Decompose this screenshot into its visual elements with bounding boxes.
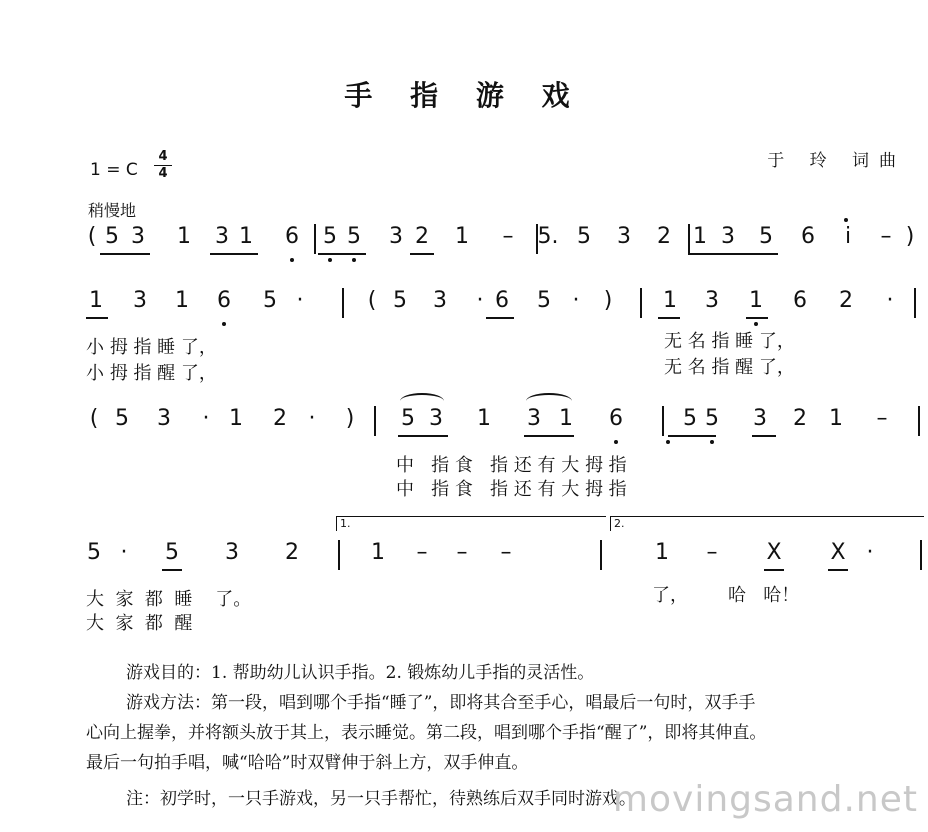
score-line-2 bbox=[86, 286, 924, 326]
bar-line bbox=[342, 288, 344, 318]
note-line1-16: 5 bbox=[577, 224, 591, 249]
note-line2-18: 1 bbox=[749, 288, 763, 313]
note-line2-11: 6 bbox=[495, 288, 509, 313]
note-line4-8: – bbox=[456, 540, 468, 565]
underline-beam bbox=[210, 253, 258, 255]
note-line3-14: 6 bbox=[609, 406, 623, 431]
note-line2-3: 6 bbox=[217, 288, 231, 313]
bar-line bbox=[918, 406, 920, 436]
note-line2-2: 1 bbox=[175, 288, 189, 313]
note-line2-8: 5 bbox=[393, 288, 407, 313]
note-line4-2: 5 bbox=[165, 540, 179, 565]
octave-dot bbox=[222, 322, 226, 326]
composer-credit: 于 玲 词曲 bbox=[767, 151, 906, 171]
underline-beam bbox=[486, 317, 514, 319]
note-line3-18: 3 bbox=[753, 406, 767, 431]
note-line1-20: 1 bbox=[693, 224, 707, 249]
note-line1-13: – bbox=[502, 224, 514, 249]
note-line4-6: 1 bbox=[371, 540, 385, 565]
note-line1-18: 2 bbox=[657, 224, 671, 249]
tempo-marking: 稍慢地 bbox=[88, 201, 137, 220]
note-line3-11: 1 bbox=[477, 406, 491, 431]
note-line2-19: 6 bbox=[793, 288, 807, 313]
note-line3-1: 5 bbox=[115, 406, 129, 431]
bar-line bbox=[662, 406, 664, 436]
underline-beam bbox=[318, 253, 366, 255]
game-goal: 游戏目的：1. 帮助幼儿认识手指。2. 锻炼幼儿手指的灵活性。 bbox=[126, 663, 595, 683]
underline-beam bbox=[524, 435, 574, 437]
note-line4-1: · bbox=[120, 540, 128, 565]
note-line1-1: 5 bbox=[105, 224, 119, 249]
lyric-line4-v1-right: 了， 哈 哈！ bbox=[652, 585, 800, 606]
volta-1: 1. bbox=[336, 516, 606, 531]
meter-top: 4 bbox=[158, 149, 168, 164]
underline-beam bbox=[746, 317, 768, 319]
key-signature: 1 = C bbox=[90, 160, 138, 180]
time-signature bbox=[154, 150, 172, 181]
note-line1-26: ) bbox=[905, 224, 915, 249]
bar-line bbox=[914, 288, 916, 318]
note-line4-11: 1 bbox=[655, 540, 669, 565]
lyric-line2-v1-right: 无 名 指 睡 了， bbox=[664, 331, 795, 352]
lyric-line3-v2: 中 指 食 指 还 有 大 拇 指 bbox=[396, 479, 627, 500]
bar-line bbox=[338, 540, 340, 570]
underline-beam bbox=[668, 435, 716, 437]
note-line4-13: X bbox=[766, 540, 782, 565]
note-line3-9: 5 bbox=[401, 406, 415, 431]
score-line-1 bbox=[86, 222, 924, 262]
octave-dot bbox=[290, 258, 294, 262]
octave-dot bbox=[710, 440, 714, 444]
score-line-4 bbox=[86, 538, 924, 578]
note-line3-10: 3 bbox=[429, 406, 443, 431]
underline-beam bbox=[828, 569, 848, 571]
note-line1-4: 3 bbox=[215, 224, 229, 249]
score-line-3 bbox=[86, 404, 924, 444]
lyric-line2-v2-right: 无 名 指 醒 了， bbox=[664, 357, 795, 378]
note-line2-20: 2 bbox=[839, 288, 853, 313]
note-line4-12: – bbox=[706, 540, 718, 565]
note-line3-4: 1 bbox=[229, 406, 243, 431]
game-note: 注：初学时，一只手游戏，另一只手帮忙，待熟练后双手同时游戏。 bbox=[126, 789, 636, 809]
note-line1-11: 2 bbox=[415, 224, 429, 249]
underline-beam bbox=[162, 569, 182, 571]
note-line1-23: 6 bbox=[801, 224, 815, 249]
song-title: 手 指 游 戏 bbox=[344, 79, 584, 112]
note-line2-17: 3 bbox=[705, 288, 719, 313]
note-line3-2: 3 bbox=[157, 406, 171, 431]
bar-line bbox=[314, 224, 316, 254]
note-line3-12: 3 bbox=[527, 406, 541, 431]
note-line1-5: 1 bbox=[239, 224, 253, 249]
underline-beam bbox=[410, 253, 434, 255]
underline-beam bbox=[86, 317, 108, 319]
note-line1-10: 3 bbox=[389, 224, 403, 249]
note-line3-6: · bbox=[308, 406, 316, 431]
note-line4-14: X bbox=[830, 540, 846, 565]
note-line4-15: · bbox=[866, 540, 874, 565]
lyric-line3-v1: 中 指 食 指 还 有 大 拇 指 bbox=[396, 455, 627, 476]
note-line1-9: 5 bbox=[347, 224, 361, 249]
octave-dot bbox=[844, 218, 848, 222]
note-line2-21: · bbox=[886, 288, 894, 313]
underline-beam bbox=[752, 435, 776, 437]
octave-dot bbox=[754, 322, 758, 326]
note-line1-8: 5 bbox=[323, 224, 337, 249]
volta-2: 2. bbox=[610, 516, 924, 531]
note-line3-0: ( bbox=[89, 406, 99, 431]
note-line3-21: – bbox=[876, 406, 888, 431]
note-line3-13: 1 bbox=[559, 406, 573, 431]
note-line2-13: · bbox=[572, 288, 580, 313]
underline-beam bbox=[764, 569, 784, 571]
octave-dot bbox=[614, 440, 618, 444]
note-line4-7: – bbox=[416, 540, 428, 565]
bar-line bbox=[600, 540, 602, 570]
note-line1-24: i bbox=[844, 224, 852, 249]
note-line1-0: ( bbox=[87, 224, 97, 249]
note-line2-9: 3 bbox=[433, 288, 447, 313]
note-line3-19: 2 bbox=[793, 406, 807, 431]
octave-dot bbox=[352, 258, 356, 262]
watermark: movingsand.net bbox=[612, 779, 918, 820]
note-line4-4: 2 bbox=[285, 540, 299, 565]
note-line2-12: 5 bbox=[537, 288, 551, 313]
note-line2-16: 1 bbox=[663, 288, 677, 313]
note-line1-6: 6 bbox=[285, 224, 299, 249]
note-line3-17: 5 bbox=[705, 406, 719, 431]
note-line2-10: · bbox=[476, 288, 484, 313]
note-line1-15: 5. bbox=[537, 224, 559, 249]
note-line4-3: 3 bbox=[225, 540, 239, 565]
underline-beam bbox=[688, 253, 778, 255]
meter-bottom: 4 bbox=[158, 166, 168, 181]
underline-beam bbox=[100, 253, 150, 255]
note-line2-0: 1 bbox=[89, 288, 103, 313]
underline-beam bbox=[658, 317, 680, 319]
game-method-2: 心向上握拳，并将额头放于其上，表示睡觉。第二段，唱到哪个手指“醒了”，即将其伸直。 bbox=[86, 723, 767, 743]
note-line4-0: 5 bbox=[87, 540, 101, 565]
game-method-3: 最后一句拍手唱，喊“哈哈”时双臂伸于斜上方，双手伸直。 bbox=[86, 753, 529, 773]
note-line3-5: 2 bbox=[273, 406, 287, 431]
note-line1-25: – bbox=[880, 224, 892, 249]
note-line2-1: 3 bbox=[133, 288, 147, 313]
octave-dot bbox=[328, 258, 332, 262]
note-line2-5: · bbox=[296, 288, 304, 313]
note-line3-3: · bbox=[202, 406, 210, 431]
note-line1-21: 3 bbox=[721, 224, 735, 249]
lyric-line4-v2-left: 大 家 都 醒 bbox=[86, 613, 193, 634]
bar-line bbox=[920, 540, 922, 570]
note-line1-3: 1 bbox=[177, 224, 191, 249]
underline-beam bbox=[398, 435, 448, 437]
note-line1-2: 3 bbox=[131, 224, 145, 249]
note-line3-7: ) bbox=[345, 406, 355, 431]
note-line4-9: – bbox=[500, 540, 512, 565]
lyric-line4-v1-left: 大 家 都 睡 了。 bbox=[86, 589, 252, 610]
note-line1-17: 3 bbox=[617, 224, 631, 249]
note-line1-12: 1 bbox=[455, 224, 469, 249]
lyric-line2-v2-left: 小 拇 指 醒 了， bbox=[86, 363, 217, 384]
note-line2-7: ( bbox=[367, 288, 377, 313]
note-line2-14: ) bbox=[603, 288, 613, 313]
octave-dot bbox=[666, 440, 670, 444]
game-method-1: 游戏方法：第一段，唱到哪个手指“睡了”，即将其合至手心，唱最后一句时，双手手 bbox=[126, 693, 756, 713]
bar-line bbox=[640, 288, 642, 318]
note-line2-4: 5 bbox=[263, 288, 277, 313]
note-line3-20: 1 bbox=[829, 406, 843, 431]
bar-line bbox=[374, 406, 376, 436]
lyric-line2-v1-left: 小 拇 指 睡 了， bbox=[86, 337, 217, 358]
note-line3-16: 5 bbox=[683, 406, 697, 431]
note-line1-22: 5 bbox=[759, 224, 773, 249]
